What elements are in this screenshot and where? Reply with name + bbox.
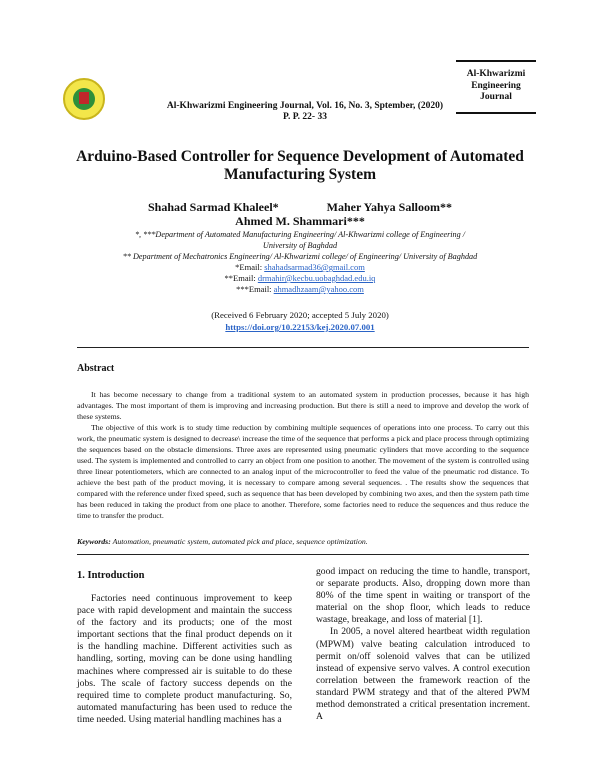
title-line: Manufacturing System	[224, 166, 376, 183]
title-line: Arduino-Based Controller for Sequence Development of Automated	[76, 148, 524, 165]
affiliation: ** Department of Mechatronics Engineering/ Al-Khwarizmi college/ of Engineering/ University of Baghdad	[122, 252, 478, 261]
email-label: ***Email:	[236, 284, 274, 294]
journal-name-box	[456, 60, 536, 114]
email-label: **Email:	[224, 273, 258, 283]
author: Shahad Sarmad Khaleel*	[147, 200, 279, 214]
journal-name-line: Journal	[480, 92, 512, 102]
body-paragraph: Factories need continuous improvement to keep pace with rapid development and maintain the success of the factory and its products; one of the most important sections that the final product depends on it is the handling machine. Different activities such as handling, sorting, moving can be done using handling machines where compressed air is suitable to do these jobs. The scale of factory success depends on the required time to complete product manufacturing. So, automated manufacturing has been used to reduce the time needed. Using material handling machines has a	[77, 593, 292, 725]
email-link[interactable]: shahadsarmad36@gmail.com	[264, 262, 365, 272]
paper-title	[60, 148, 540, 184]
keywords-label: Keywords:	[77, 537, 111, 546]
email-label: *Email:	[235, 262, 265, 272]
journal-citation	[140, 101, 470, 123]
affiliations	[60, 229, 540, 262]
author: Ahmed M. Shammari***	[235, 214, 365, 228]
email-link[interactable]: drmahir@kecbu.uobaghdad.edu.iq	[257, 273, 376, 283]
authors	[60, 200, 540, 228]
divider	[77, 554, 529, 555]
section-heading: 1. Introduction	[77, 570, 145, 581]
body-paragraph: good impact on reducing the time to handle, transport, or separate products. Also, dropping down more than 80% of the time spent in waiting or transport of the material on the shop floor, which leads to reduce wastage, breakage, and loss of material [1].	[316, 566, 530, 626]
abstract-body	[77, 389, 529, 521]
keywords	[77, 537, 368, 546]
affiliation: *, ***Department of Automated Manufacturing Engineering/ Al-Khwarizmi college of Engineering /	[134, 230, 466, 239]
email-link[interactable]: ahmadhzaam@yahoo.com	[273, 284, 364, 294]
affiliation: University of Baghdad	[262, 241, 338, 250]
page-range: P. P. 22- 33	[283, 112, 327, 122]
journal-logo	[63, 78, 105, 120]
abstract-paragraph: The objective of this work is to study time reduction by combining multiple sequences of operations into one process. To carry out this work, the pneumatic system is designed to decrease\ increase the time of the sequence that performs a pick and place process through optimizing the sequences based on the obstacle dimensions. Three axes are represented using pneumatic cylinders that move according to the sequence used. The system is implemented and controlled to carry an object from one position to another. The movement of the system is controlled using three linear potentiometers, which are connected to an analog input of the microcontroller to feed the value of the pneumatic rod distance. To achieve the best path of the product moving, it is necessary to compare among several sequences. . The results show the sequences that compared with the reference under fixed speed, such as sequence that has been developed by combining two axes, and then the system path time has been reduced in taking the product from one place to another. Therefore, some factories need to reduce the sequences and thus reduce the time to transfer the product.	[77, 423, 529, 520]
journal-name-line: Engineering	[471, 80, 521, 91]
body-paragraph: In 2005, a novel altered heartbeat width regulation (MPWM) valve beating calculation introduced to permit on/off solenoid valves that can be utilized instead of expensive servo valves. A control execution correlation between the framework reaction of the standard PWM strategy and that of the altered PWM method demonstrated a critical presentation increment. A	[316, 626, 530, 723]
publication-dates	[60, 309, 540, 333]
journal-line: Al-Khwarizmi Engineering Journal, Vol. 16, No. 3, Sptember, (2020)	[166, 101, 444, 111]
abstract-heading: Abstract	[77, 363, 115, 374]
keywords-list: Automation, pneumatic system, automated pick and place, sequence optimization.	[110, 537, 368, 546]
journal-name-line: Al-Khwarizmi	[466, 69, 526, 79]
left-column	[77, 593, 292, 726]
author: Maher Yahya Salloom**	[326, 200, 453, 214]
received-date: (Received 6 February 2020; accepted 5 July 2020)	[211, 310, 389, 320]
emails	[60, 262, 540, 295]
doi-link[interactable]: https://doi.org/10.22153/kej.2020.07.001	[225, 322, 375, 332]
abstract-paragraph: It has become necessary to change from a traditional system to an automated system in production processes, because it has high advantages. The most important of them is improving and increasing production. But there is still a need to improve and develop the work of these systems.	[77, 390, 529, 421]
divider	[77, 347, 529, 348]
right-column	[316, 566, 530, 723]
